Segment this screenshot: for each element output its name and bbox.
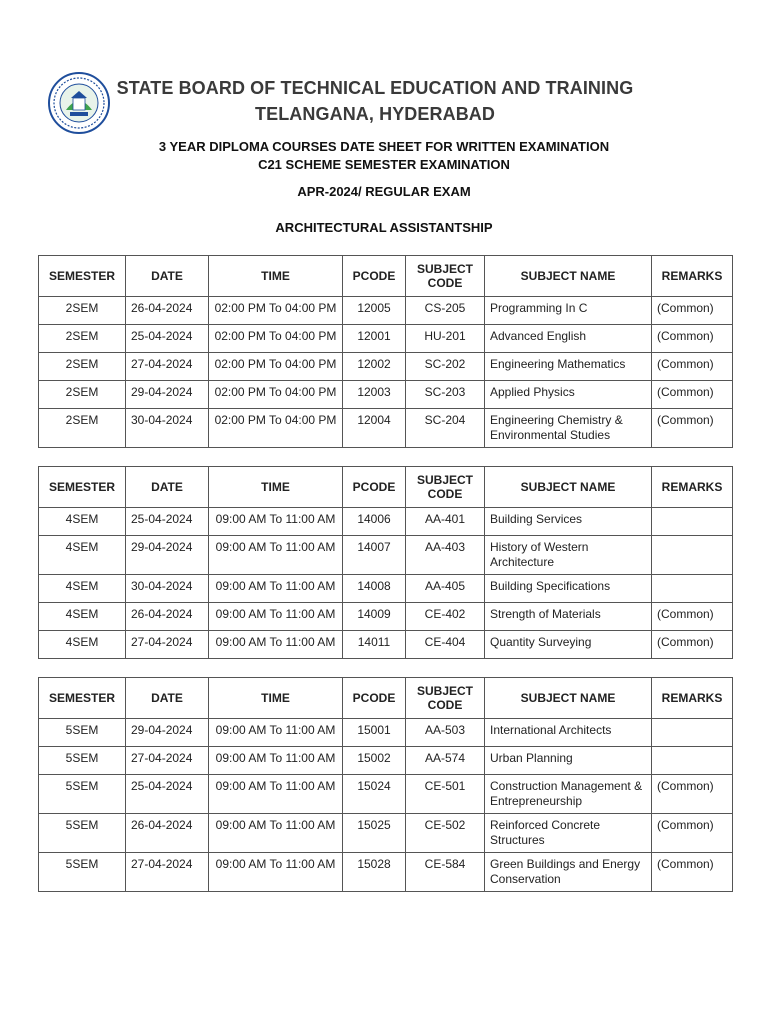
cell-semester: 5SEM xyxy=(39,814,126,853)
table-row xyxy=(39,603,733,631)
column-header-time: TIME xyxy=(209,678,343,719)
cell-subject-code: AA-503 xyxy=(406,719,485,747)
cell-subject-code: CS-205 xyxy=(406,297,485,325)
cell-time: 09:00 AM To 11:00 AM xyxy=(209,853,343,892)
cell-date: 26-04-2024 xyxy=(126,603,209,631)
cell-subject-name: Building Services xyxy=(485,508,652,536)
table-row xyxy=(39,381,733,409)
cell-remarks xyxy=(652,747,733,775)
cell-semester: 4SEM xyxy=(39,631,126,659)
column-header-date: DATE xyxy=(126,256,209,297)
cell-remarks: (Common) xyxy=(652,631,733,659)
cell-date: 27-04-2024 xyxy=(126,631,209,659)
cell-remarks xyxy=(652,719,733,747)
cell-semester: 2SEM xyxy=(39,353,126,381)
column-header-pcode: PCODE xyxy=(343,678,406,719)
cell-subject-name: Construction Management & Entrepreneurship xyxy=(485,775,652,814)
cell-time: 09:00 AM To 11:00 AM xyxy=(209,719,343,747)
column-header-pcode: PCODE xyxy=(343,256,406,297)
cell-subject-name: History of Western Architecture xyxy=(485,536,652,575)
cell-subject-code: SC-203 xyxy=(406,381,485,409)
table-header-row xyxy=(39,678,733,719)
cell-subject-code: CE-402 xyxy=(406,603,485,631)
cell-subject-name: Quantity Surveying xyxy=(485,631,652,659)
column-header-semester: SEMESTER xyxy=(39,256,126,297)
cell-remarks: (Common) xyxy=(652,814,733,853)
cell-pcode: 14009 xyxy=(343,603,406,631)
column-header-remarks: REMARKS xyxy=(652,467,733,508)
cell-time: 02:00 PM To 04:00 PM xyxy=(209,297,343,325)
cell-pcode: 15024 xyxy=(343,775,406,814)
cell-pcode: 12001 xyxy=(343,325,406,353)
exam-session: APR-2024/ REGULAR EXAM xyxy=(297,184,471,199)
exam-table-5sem xyxy=(38,677,733,892)
cell-time: 09:00 AM To 11:00 AM xyxy=(209,575,343,603)
cell-time: 09:00 AM To 11:00 AM xyxy=(209,631,343,659)
exam-table-4sem xyxy=(38,466,733,659)
column-header-date: DATE xyxy=(126,678,209,719)
cell-semester: 2SEM xyxy=(39,325,126,353)
cell-subject-name: Engineering Chemistry & Environmental Studies xyxy=(485,409,652,448)
cell-pcode: 14008 xyxy=(343,575,406,603)
board-seal-icon xyxy=(48,72,110,134)
cell-semester: 4SEM xyxy=(39,536,126,575)
cell-subject-name: Engineering Mathematics xyxy=(485,353,652,381)
cell-semester: 2SEM xyxy=(39,381,126,409)
cell-date: 25-04-2024 xyxy=(126,325,209,353)
table-row xyxy=(39,325,733,353)
table-row xyxy=(39,853,733,892)
cell-remarks: (Common) xyxy=(652,325,733,353)
table-row xyxy=(39,631,733,659)
column-header-date: DATE xyxy=(126,467,209,508)
cell-remarks: (Common) xyxy=(652,353,733,381)
column-header-time: TIME xyxy=(209,256,343,297)
cell-subject-name: Green Buildings and Energy Conservation xyxy=(485,853,652,892)
cell-date: 30-04-2024 xyxy=(126,409,209,448)
cell-remarks: (Common) xyxy=(652,297,733,325)
cell-date: 29-04-2024 xyxy=(126,536,209,575)
cell-subject-code: CE-501 xyxy=(406,775,485,814)
table-row xyxy=(39,575,733,603)
cell-remarks xyxy=(652,536,733,575)
column-header-subject-code: SUBJECT CODE xyxy=(406,467,485,508)
cell-date: 27-04-2024 xyxy=(126,353,209,381)
column-header-subject-name: SUBJECT NAME xyxy=(485,256,652,297)
cell-remarks: (Common) xyxy=(652,853,733,892)
table-row xyxy=(39,775,733,814)
table-header-row xyxy=(39,256,733,297)
cell-subject-name: Applied Physics xyxy=(485,381,652,409)
cell-date: 27-04-2024 xyxy=(126,853,209,892)
cell-subject-code: SC-202 xyxy=(406,353,485,381)
cell-pcode: 12002 xyxy=(343,353,406,381)
cell-time: 09:00 AM To 11:00 AM xyxy=(209,536,343,575)
column-header-subject-code: SUBJECT CODE xyxy=(406,678,485,719)
cell-pcode: 15001 xyxy=(343,719,406,747)
cell-semester: 5SEM xyxy=(39,775,126,814)
cell-subject-name: Advanced English xyxy=(485,325,652,353)
cell-remarks: (Common) xyxy=(652,775,733,814)
cell-date: 29-04-2024 xyxy=(126,381,209,409)
column-header-semester: SEMESTER xyxy=(39,678,126,719)
cell-subject-code: CE-502 xyxy=(406,814,485,853)
exam-table-2sem xyxy=(38,255,733,448)
cell-date: 26-04-2024 xyxy=(126,297,209,325)
cell-remarks xyxy=(652,508,733,536)
cell-remarks xyxy=(652,575,733,603)
column-header-remarks: REMARKS xyxy=(652,256,733,297)
cell-subject-code: AA-405 xyxy=(406,575,485,603)
cell-time: 09:00 AM To 11:00 AM xyxy=(209,603,343,631)
column-header-time: TIME xyxy=(209,467,343,508)
table-row xyxy=(39,814,733,853)
cell-pcode: 15002 xyxy=(343,747,406,775)
table-row xyxy=(39,353,733,381)
cell-time: 09:00 AM To 11:00 AM xyxy=(209,814,343,853)
cell-remarks: (Common) xyxy=(652,409,733,448)
cell-semester: 4SEM xyxy=(39,575,126,603)
cell-date: 25-04-2024 xyxy=(126,775,209,814)
cell-pcode: 12003 xyxy=(343,381,406,409)
datesheet-title: 3 YEAR DIPLOMA COURSES DATE SHEET FOR WRITTEN EXAMINATION xyxy=(158,139,610,154)
cell-date: 26-04-2024 xyxy=(126,814,209,853)
cell-pcode: 14011 xyxy=(343,631,406,659)
cell-pcode: 12005 xyxy=(343,297,406,325)
cell-subject-name: International Architects xyxy=(485,719,652,747)
column-header-remarks: REMARKS xyxy=(652,678,733,719)
cell-subject-code: HU-201 xyxy=(406,325,485,353)
branch-title: ARCHITECTURAL ASSISTANTSHIP xyxy=(275,220,493,235)
cell-pcode: 12004 xyxy=(343,409,406,448)
cell-time: 09:00 AM To 11:00 AM xyxy=(209,747,343,775)
table-row xyxy=(39,508,733,536)
cell-subject-code: AA-403 xyxy=(406,536,485,575)
document-header xyxy=(0,68,768,134)
cell-remarks: (Common) xyxy=(652,381,733,409)
cell-semester: 5SEM xyxy=(39,853,126,892)
board-title: STATE BOARD OF TECHNICAL EDUCATION AND TRAINING xyxy=(116,78,634,98)
table-row xyxy=(39,536,733,575)
cell-time: 02:00 PM To 04:00 PM xyxy=(209,353,343,381)
cell-subject-code: AA-574 xyxy=(406,747,485,775)
cell-time: 09:00 AM To 11:00 AM xyxy=(209,508,343,536)
column-header-subject-code: SUBJECT CODE xyxy=(406,256,485,297)
cell-date: 30-04-2024 xyxy=(126,575,209,603)
cell-date: 25-04-2024 xyxy=(126,508,209,536)
cell-pcode: 15025 xyxy=(343,814,406,853)
cell-semester: 2SEM xyxy=(39,409,126,448)
column-header-subject-name: SUBJECT NAME xyxy=(485,678,652,719)
table-row xyxy=(39,719,733,747)
cell-pcode: 15028 xyxy=(343,853,406,892)
scheme-title: C21 SCHEME SEMESTER EXAMINATION xyxy=(258,157,510,172)
board-location: TELANGANA, HYDERABAD xyxy=(255,104,495,124)
cell-semester: 4SEM xyxy=(39,603,126,631)
column-header-subject-name: SUBJECT NAME xyxy=(485,467,652,508)
cell-subject-code: SC-204 xyxy=(406,409,485,448)
cell-subject-name: Strength of Materials xyxy=(485,603,652,631)
cell-semester: 2SEM xyxy=(39,297,126,325)
table-row xyxy=(39,747,733,775)
cell-remarks: (Common) xyxy=(652,603,733,631)
cell-subject-name: Building Specifications xyxy=(485,575,652,603)
table-row xyxy=(39,409,733,448)
cell-subject-code: AA-401 xyxy=(406,508,485,536)
cell-subject-code: CE-584 xyxy=(406,853,485,892)
cell-pcode: 14006 xyxy=(343,508,406,536)
table-header-row xyxy=(39,467,733,508)
cell-time: 09:00 AM To 11:00 AM xyxy=(209,775,343,814)
cell-subject-name: Reinforced Concrete Structures xyxy=(485,814,652,853)
cell-semester: 5SEM xyxy=(39,747,126,775)
table-row xyxy=(39,297,733,325)
column-header-semester: SEMESTER xyxy=(39,467,126,508)
cell-time: 02:00 PM To 04:00 PM xyxy=(209,409,343,448)
cell-date: 27-04-2024 xyxy=(126,747,209,775)
cell-semester: 5SEM xyxy=(39,719,126,747)
cell-subject-name: Urban Planning xyxy=(485,747,652,775)
cell-time: 02:00 PM To 04:00 PM xyxy=(209,325,343,353)
cell-subject-code: CE-404 xyxy=(406,631,485,659)
cell-subject-name: Programming In C xyxy=(485,297,652,325)
cell-date: 29-04-2024 xyxy=(126,719,209,747)
column-header-pcode: PCODE xyxy=(343,467,406,508)
cell-time: 02:00 PM To 04:00 PM xyxy=(209,381,343,409)
cell-semester: 4SEM xyxy=(39,508,126,536)
cell-pcode: 14007 xyxy=(343,536,406,575)
